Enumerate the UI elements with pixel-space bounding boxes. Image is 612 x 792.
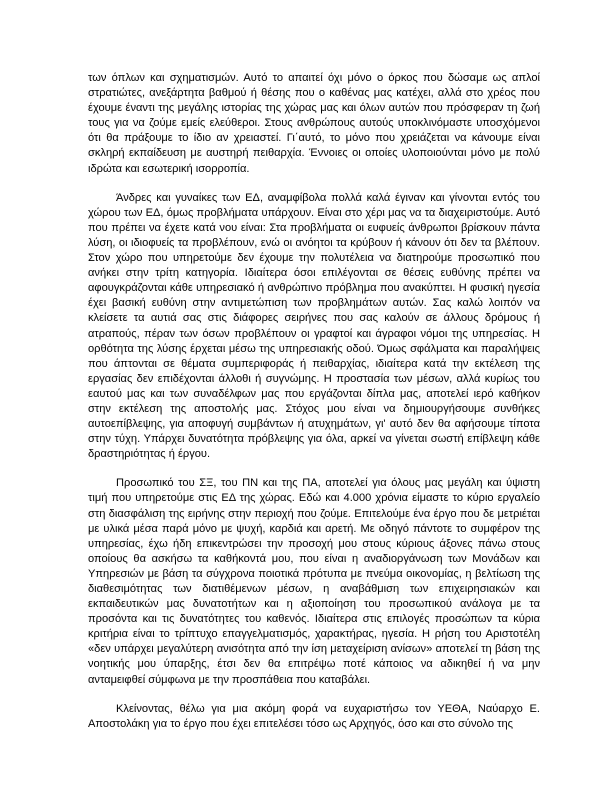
document-page <box>88 71 540 746</box>
paragraph-3: Προσωπικό του ΣΞ, του ΠΝ και της ΠΑ, αποτελεί για όλους μας μεγάλη και ύψιστη τιμή που υπηρετούμε στις ΕΔ της χώρας. Εδώ και 4.000 χρόνια είμαστε το κύριο εργαλείο στη διασφάλιση της ειρήνης στην περιοχή που ζούμε. Επιτελούμε ένα έργο που δε μετριέται με υλικά μέσα παρά μόνο με ψυχή, καρδιά και αρετή. Με οδηγό πάντοτε το συμφέρον της υπηρεσίας, έχω ήδη επικεντρώσει την προσοχή μου στους κύριους άξονες πάνω στους οποίους θα ασκήσω τα καθήκοντά μου, που είναι η αναδιοργάνωση των Μονάδων και Υπηρεσιών με βάση τα σύγχρονα ποιοτικά πρότυπα με πνεύμα οικονομίας, η βελτίωση της διαθεσιμότητας των διατιθέμενων μέσων, η αναβάθμιση των επιχειρησιακών και εκπαιδευτικών μας δυνατοτήτων και η αξιοποίηση του προσωπικού ανάλογα με τα προσόντα και τις δυνατότητες του καθενός. Ιδιαίτερα στις επιλογές προσώπων τα κύρια κριτήρια είναι το τρίπτυχο επαγγελματισμός, χαρακτήρας, ηγεσία. Η ρήση του Αριστοτέλη «δεν υπάρχει μεγαλύτερη ανισότητα από την ίση μεταχείριση ανίσων» αποτελεί τη βάση της νοητικής μου ύπαρξης, έτσι δεν θα επιτρέψω ποτέ κάποιος να αδικηθεί ή να μην ανταμειφθεί σύμφωνα με την προσπάθεια που καταβάλει. <box>88 477 540 686</box>
paragraph-2: Άνδρες και γυναίκες των ΕΔ, αναμφίβολα πολλά καλά έγιναν και γίνονται εντός του χώρου των ΕΔ, όμως προβλήματα υπάρχουν. Είναι στο χέρι μας να τα διαχειριστούμε. Αυτό που πρέπει να έχετε κατά νου είναι: Στα προβλήματα οι ευφυείς άνθρωποι βρίσκουν πάντα λύση, οι ιδιοφυείς τα προβλέπουν, ενώ οι ανόητοι τα κρύβουν ή κάνουν ότι δεν τα βλέπουν. Στον χώρο που υπηρετούμε δεν έχουμε την πολυτέλεια να διατηρούμε προσωπικό που ανήκει στην τρίτη κατηγορία. Ιδιαίτερα όσοι επιλέγονται σε θέσεις ευθύνης πρέπει να αφουγκράζονται κάθε υπηρεσιακό ή ανθρώπινο πρόβλημα που ανακύπτει. Η φυσική ηγεσία έχει βασική ευθύνη στην αντιμετώπιση των προβλημάτων αυτών. Σας καλώ λοιπόν να κλείσετε τα αυτιά σας στις διάφορες σειρήνες που σας καλούν σε άλλους δρόμους ή ατραπούς, πέραν των όσων προβλέπουν οι γραφτοί και άγραφοι νόμοι της υπηρεσίας. Η ορθότητα της λύσης έρχεται μέσω της υπηρεσιακής οδού. Όμως σφάλματα και παραλήψεις που άπτονται σε θέματα συμπεριφοράς ή πειθαρχίας, ιδιαίτερα κατά την εκτέλεση της εργασίας δεν επιδέχονται άλλοθι ή συγνώμης. Η προστασία των μέσων, αλλά κυρίως του εαυτού μας και των συναδέλφων μας που εργάζονται δίπλα μας, αποτελεί ιερό καθήκον στην εκτέλεση της αποστολής μας. Στόχος μου είναι να δημιουργήσουμε συνθήκες αυτοεπίβλεψης, για αποφυγή συμβάντων ή ατυχημάτων, γι' αυτό δεν θα αφήσουμε τίποτα στην τύχη. Υπάρχει δυνατότητα πρόβλεψης για όλα, αρκεί να γίνεται σωστή επίβλεψη κάθε δραστηριότητας ή έργου. <box>88 191 540 461</box>
paragraph-4: Κλείνοντας, θέλω για μια ακόμη φορά να ευχαριστήσω τον ΥΕΘΑ, Ναύαρχο Ε. Αποστολάκη για το έργο που έχει επιτελέσει τόσο ως Αρχηγός, όσο και στο σύνολο της <box>88 702 540 730</box>
paragraph-1: των όπλων και σχηματισμών. Αυτό το απαιτεί όχι μόνο ο όρκος που δώσαμε ως απλοί στρατιώτες, ανεξάρτητα βαθμού ή θέσης που ο καθένας μας κατέχει, αλλά στο χρέος που έχουμε έναντι της μεγάλης ιστορίας της χώρας μας και όλων αυτών που πρόσφεραν τη ζωή τους για να ζούμε εμείς ελεύθεροι. Στους ανθρώπους αυτούς υποκλινόμαστε υποσχόμενοι ότι θα πράξουμε το ίδιο αν χρειαστεί. Γι΄αυτό, το μόνο που χρειάζεται να κάνουμε είναι σκληρή εκπαίδευση με αυστηρή πειθαρχία. Έννοιες οι οποίες υλοποιούνται μόνο με πολύ ιδρώτα και εσωτερική ισορροπία. <box>88 72 540 175</box>
